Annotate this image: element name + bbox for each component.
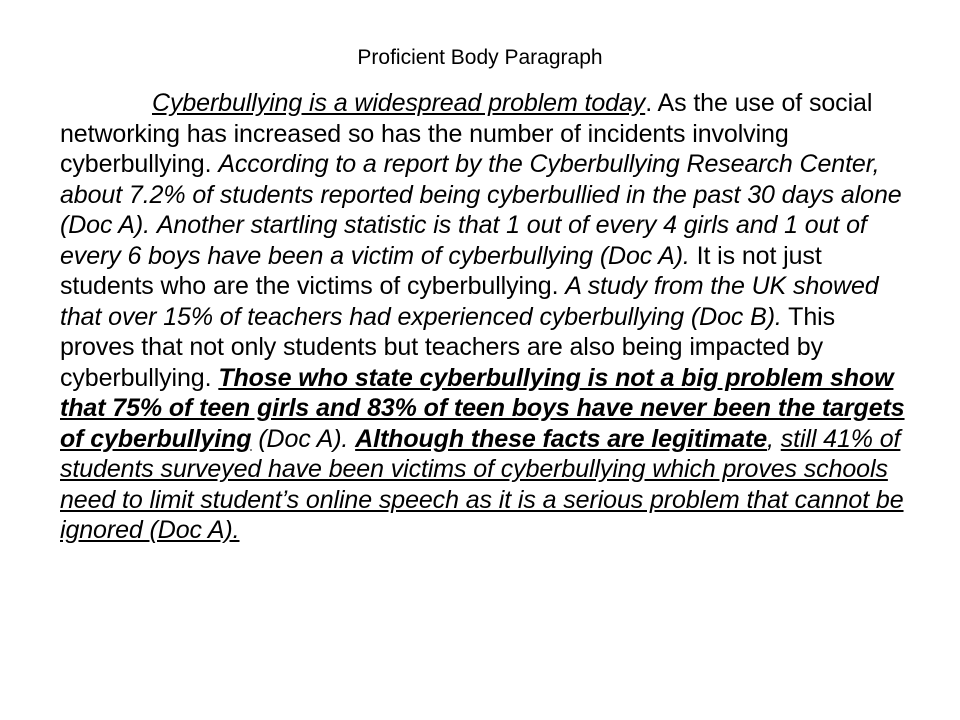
body-paragraph: [60, 88, 912, 546]
evidence-sentence-3: A study from the UK showed that over 15% of teachers had experienced cyberbullying (Doc B).: [60, 272, 879, 331]
slide-title: Proficient Body Paragraph: [357, 46, 603, 69]
counterclaim: Those who state cyberbullying is not a big problem show that 75% of teen girls and 83% of teen boys have never been the targets of cyberbullying: [60, 363, 905, 453]
context-sentence: As the use of social networking has increased so has the number of incidents involving cyberbullying.: [60, 89, 873, 178]
evidence-sentence-2: Another startling statistic is that 1 out of every 4 girls and 1 out of every 6 boys have been a victim of cyberbullying (Doc A).: [60, 211, 867, 270]
topic-period: .: [645, 89, 653, 117]
transition-sentence: It is not just students who are the victims of cyberbullying.: [60, 241, 822, 300]
rebuttal-lead: Although these facts are legitimate: [355, 424, 768, 453]
rebuttal-conclusion: still 41% of students surveyed have been victims of cyberbullying which proves schools need to limit student’s online speech as it is a serious problem that cannot be ignored (Doc A).: [60, 424, 904, 544]
topic-sentence: Cyberbullying is a widespread problem today: [152, 89, 646, 117]
analysis-sentence: This proves that not only students but teachers are also being impacted by cyberbullying.: [60, 302, 836, 392]
rebuttal-comma: ,: [767, 424, 781, 453]
counterclaim-citation: (Doc A).: [251, 424, 349, 453]
evidence-sentence-1: According to a report by the Cyberbullying Research Center, about 7.2% of students reported being cyberbullied in the past 30 days alone (Doc A).: [60, 150, 902, 239]
spacer-1: [150, 211, 157, 239]
